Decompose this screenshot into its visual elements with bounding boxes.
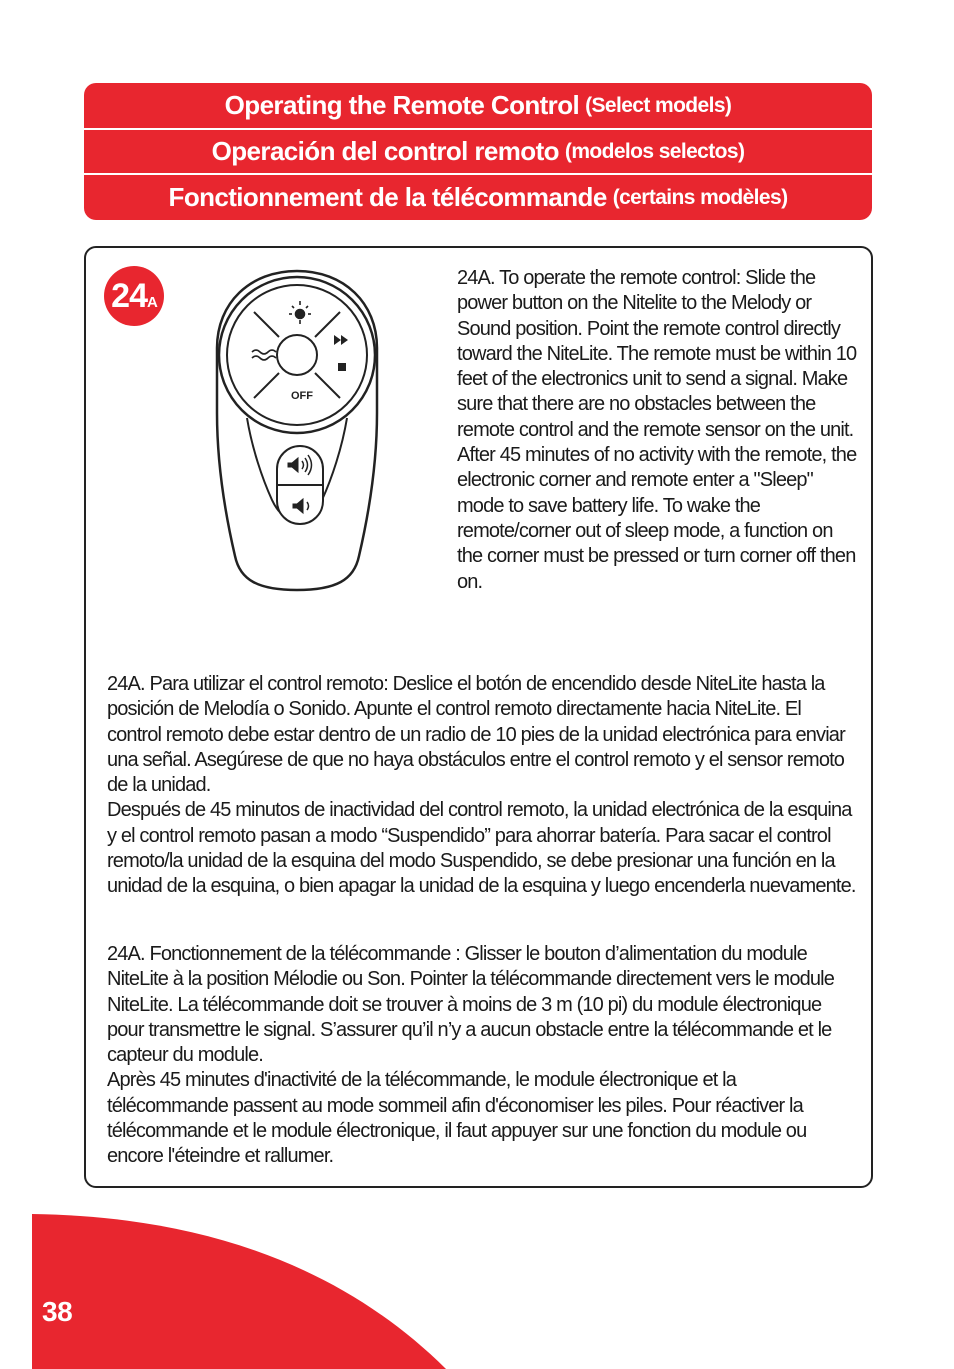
english-paragraph-1: 24A. To operate the remote control: Slide the power button on the Nitelite to the Melody or Sound position. Point the remote control directly toward the NiteLite. The remote must be within 10 feet of the electronics unit to send a signal. Make sure that there are no obstacles between the remote control and the remote sensor on the unit. xyxy=(457,267,857,441)
spanish-paragraph-2: Después de 45 minutos de inactividad del control remoto, la unidad electrónica de la esquina y el control remoto pasan a modo “Suspendido” para ahorrar batería. Para sacar el control remoto/la unidad de la esquina del modo Suspendido, se debe presionar una función en la unidad de la esquina, o bien apagar la unidad de la esquina y luego encenderla nuevamente. xyxy=(107,799,856,898)
header-bar-spanish xyxy=(84,130,872,173)
french-paragraph-1: 24A. Fonctionnement de la télécommande : Glisser le bouton d’alimentation du module NiteLite à la position Mélodie ou Son. Pointer la télécommande directement vers le module NiteLite. La télécommande doit se trouver à moins de 3 m (10 pi) du module électronique pour transmettre le signal. S’assurer qu’il n’y a aucun obstacle entre la télécommande et le capteur du module. xyxy=(107,943,835,1067)
page-corner-decoration xyxy=(0,1214,446,1369)
header-subtitle-french: (certains modèles) xyxy=(612,185,788,209)
instructions-french xyxy=(107,942,857,1170)
header-title-spanish: Operación del control remoto xyxy=(211,136,559,166)
stop-icon xyxy=(338,363,346,371)
step-letter: A xyxy=(146,293,157,311)
remote-control-illustration xyxy=(214,268,380,594)
header-title-english: Operating the Remote Control xyxy=(224,90,580,120)
page-number: 38 xyxy=(42,1296,73,1327)
header-subtitle-english: (Select models) xyxy=(585,93,732,117)
spanish-paragraph-1: 24A. Para utilizar el control remoto: Deslice el botón de encendido desde NiteLite hasta la posición de Melodía o Sonido. Apunte el control remoto directamente hacia NiteLite. El control remoto debe estar dentro de un radio de 10 pies de la unidad electrónica para enviar una señal. Asegúrese de que no haya obstáculos entre el control remoto y el sensor remoto de la unidad. xyxy=(107,673,845,797)
off-label: OFF xyxy=(291,390,313,402)
instructions-english xyxy=(457,266,859,595)
step-badge xyxy=(104,266,164,326)
header-subtitle-spanish: (modelos selectos) xyxy=(564,139,745,163)
instructions-spanish xyxy=(107,672,857,900)
center-button xyxy=(277,335,317,375)
header-title-french: Fonctionnement de la télécommande xyxy=(168,182,607,212)
step-number: 24 xyxy=(111,276,147,315)
header-bar-english xyxy=(84,83,872,128)
french-paragraph-2: Après 45 minutes d'inactivité de la télécommande, le module électronique et la télécommande passent au mode sommeil afin d'économiser les piles. Pour réactiver la télécommande et le module électronique, il faut appuyer sur une fonction du module ou encore l'éteindre et rallumer. xyxy=(107,1069,807,1168)
english-paragraph-2: After 45 minutes of no activity with the remote, the electronic corner and remote enter a "Sleep" mode to save battery life. To wake the remote/corner out of sleep mode, a function on the corner must be pressed or turn corner off then on. xyxy=(457,444,857,593)
header-bar-french xyxy=(84,175,872,220)
